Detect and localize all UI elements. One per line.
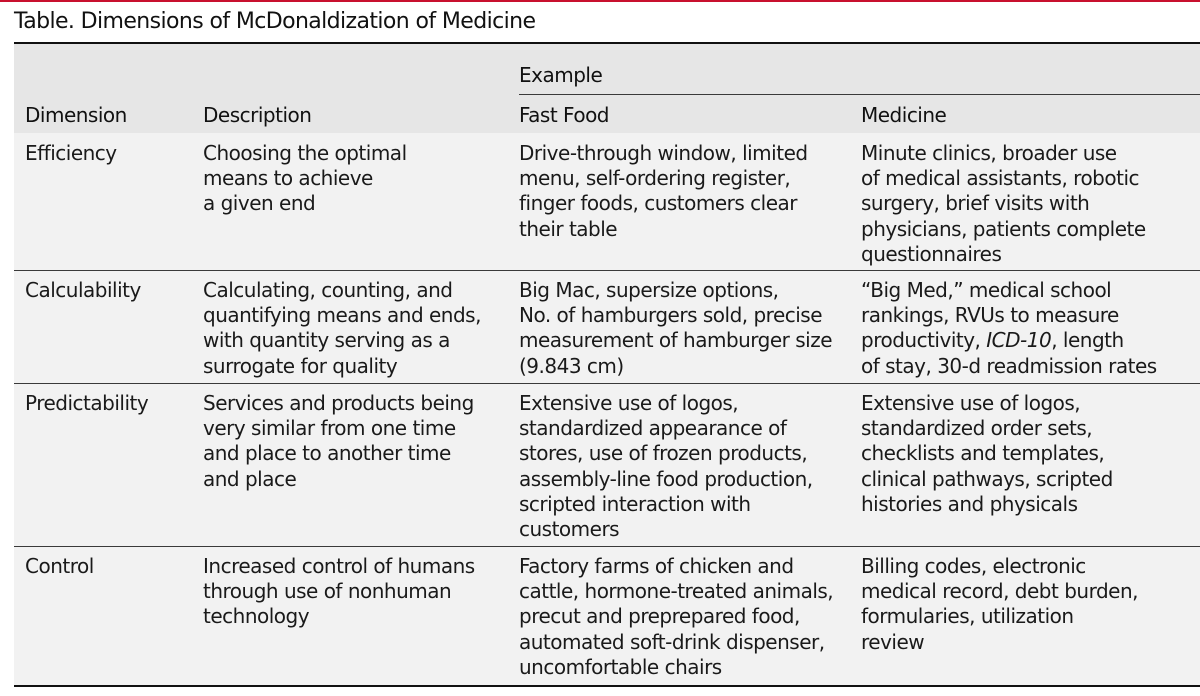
cell-dimension-predictability: Predictability	[25, 391, 149, 415]
table-title: Table. Dimensions of McDonaldization of Medicine	[14, 9, 536, 34]
cell-medicine-efficiency: Minute clinics, broader use of medical assistants, robotic surgery, brief visits with physicians, patients complete questionnaires	[861, 141, 1146, 266]
cell-description-efficiency: Choosing the optimal means to achieve a given end	[203, 141, 407, 216]
row-divider	[14, 383, 1200, 384]
cell-dimension-calculability: Calculability	[25, 278, 141, 302]
top-accent-rule	[0, 0, 1200, 2]
medicine-text-before: “Big Med,” medical school rankings, RVUs to measure productivity,	[861, 278, 1119, 353]
cell-dimension-control: Control	[25, 554, 94, 578]
medicine-text-after: , length of stay, 30-d readmission rates	[861, 328, 1157, 378]
cell-description-control: Increased control of humans through use of nonhuman technology	[203, 554, 475, 629]
icd-10-italic: ICD-10	[986, 328, 1052, 353]
header-fast-food: Fast Food	[519, 103, 610, 127]
table-bottom-rule	[14, 685, 1200, 687]
header-dimension: Dimension	[25, 103, 127, 127]
cell-fast-food-efficiency: Drive-through window, limited menu, self-ordering register, finger foods, customers clear their table	[519, 141, 808, 241]
header-description: Description	[203, 103, 312, 127]
cell-description-calculability: Calculating, counting, and quantifying means and ends, with quantity serving as a surrogate for quality	[203, 278, 481, 378]
cell-medicine-control: Billing codes, electronic medical record, debt burden, formularies, utilization review	[861, 554, 1138, 654]
cell-fast-food-calculability: Big Mac, supersize options, No. of hamburgers sold, precise measurement of hamburger size (9.843 cm)	[519, 278, 833, 378]
cell-fast-food-control: Factory farms of chicken and cattle, hormone-treated animals, precut and preprepared food, automated soft-drink dispenser, uncomfortable chairs	[519, 554, 834, 679]
row-divider	[14, 270, 1200, 271]
header-medicine: Medicine	[861, 103, 947, 127]
example-group-rule	[519, 94, 1200, 95]
cell-medicine-predictability: Extensive use of logos, standardized order sets, checklists and templates, clinical pathways, scripted histories and physicals	[861, 391, 1113, 516]
cell-description-predictability: Services and products being very similar from one time and place to another time and place	[203, 391, 474, 491]
header-example-group: Example	[519, 63, 603, 87]
cell-medicine-calculability	[861, 278, 1197, 379]
cell-dimension-efficiency: Efficiency	[25, 141, 117, 165]
row-divider	[14, 546, 1200, 547]
cell-fast-food-predictability: Extensive use of logos, standardized appearance of stores, use of frozen products, assembly-line food production, scripted interaction with customers	[519, 391, 813, 542]
